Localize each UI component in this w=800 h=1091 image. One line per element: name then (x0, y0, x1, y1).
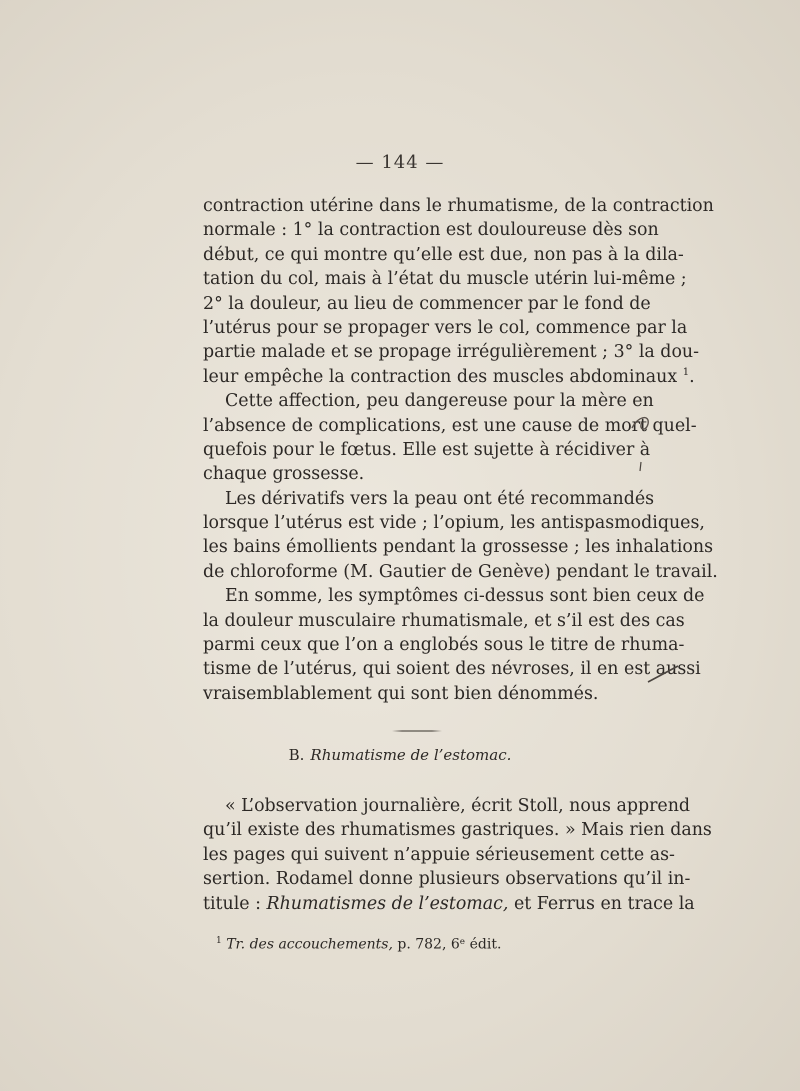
pencil-mark-icon (628, 410, 658, 440)
text-line: début, ce qui montre qu’elle est due, non pas à la dila- (203, 244, 684, 265)
text-line: Les dérivatifs vers la peau ont été recommandés (225, 488, 655, 509)
footnote-source-details: p. 782, 6ᵉ édit. (397, 936, 502, 953)
text-line: qu’il existe des rhumatismes gastriques. » Mais rien dans (203, 820, 712, 841)
text-line: la douleur musculaire rhumatismale, et s’il est des cas (203, 610, 685, 631)
text-segment: titule : (203, 893, 261, 914)
pencil-mark-icon (644, 660, 684, 690)
text-line-with-footnote (203, 365, 695, 389)
sentence-end: . (689, 366, 695, 387)
text-line: les bains émollients pendant la grossesse ; les inhalations (203, 537, 714, 558)
text-segment: et Ferrus en trace la (513, 893, 695, 914)
pencil-mark-icon (636, 460, 646, 474)
text-line: 2° la douleur, au lieu de commencer par le fond de (203, 293, 651, 314)
body-text-lower (203, 794, 712, 916)
text-line: parmi ceux que l’on a englobés sous le titre de rhuma- (203, 635, 685, 656)
text-line: partie malade et se propage irrégulièrement ; 3° la dou- (203, 342, 699, 363)
text-line-mixed (203, 892, 695, 916)
section-heading (0, 746, 800, 764)
text-line: tation du col, mais à l’état du muscle utérin lui-même ; (203, 269, 687, 290)
footnote (216, 936, 501, 953)
text-line: lorsque l’utérus est vide ; l’opium, les antispasmodiques, (203, 513, 705, 534)
section-label: B. (288, 746, 305, 764)
text-line: « L’observation journalière, écrit Stoll, nous apprend (225, 796, 691, 816)
page-number: — 144 — (355, 152, 445, 173)
footnote-marker: 1 (216, 936, 222, 946)
text-line: quefois pour le fœtus. Elle est sujette à récidiver à (203, 439, 651, 460)
section-title: Rhumatisme de l’estomac. (310, 746, 512, 764)
text-line-content: leur empêche la contraction des muscles abdominaux (203, 366, 678, 387)
text-line: vraisemblablement qui sont bien dénommés. (203, 683, 599, 704)
text-line: chaque grossesse. (203, 464, 365, 485)
text-line: En somme, les symptômes ci-dessus sont bien ceux de (225, 586, 705, 607)
text-line: Cette affection, peu dangereuse pour la mère en (225, 391, 654, 412)
footnote-source-title: Tr. des accouchements, (226, 936, 393, 953)
text-line: les pages qui suivent n’appuie sérieusement cette as- (203, 844, 675, 865)
text-line: tisme de l’utérus, qui soient des névroses, il en est aussi (203, 659, 701, 680)
italic-title: Rhumatismes de l’estomac, (266, 893, 509, 914)
text-line: normale : 1° la contraction est douloureuse dès son (203, 220, 659, 241)
text-line: l’absence de complications, est une cause de mort quel- (203, 415, 697, 436)
body-text-upper (203, 194, 718, 706)
section-divider (392, 730, 442, 732)
text-line: l’utérus pour se propager vers le col, commence par la (203, 317, 688, 338)
footnote-reference: 1 (682, 366, 690, 378)
text-line: contraction utérine dans le rhumatisme, de la contraction (203, 196, 714, 216)
text-line: de chloroforme (M. Gautier de Genève) pendant le travail. (203, 561, 718, 582)
text-line: sertion. Rodamel donne plusieurs observations qu’il in- (203, 869, 691, 890)
